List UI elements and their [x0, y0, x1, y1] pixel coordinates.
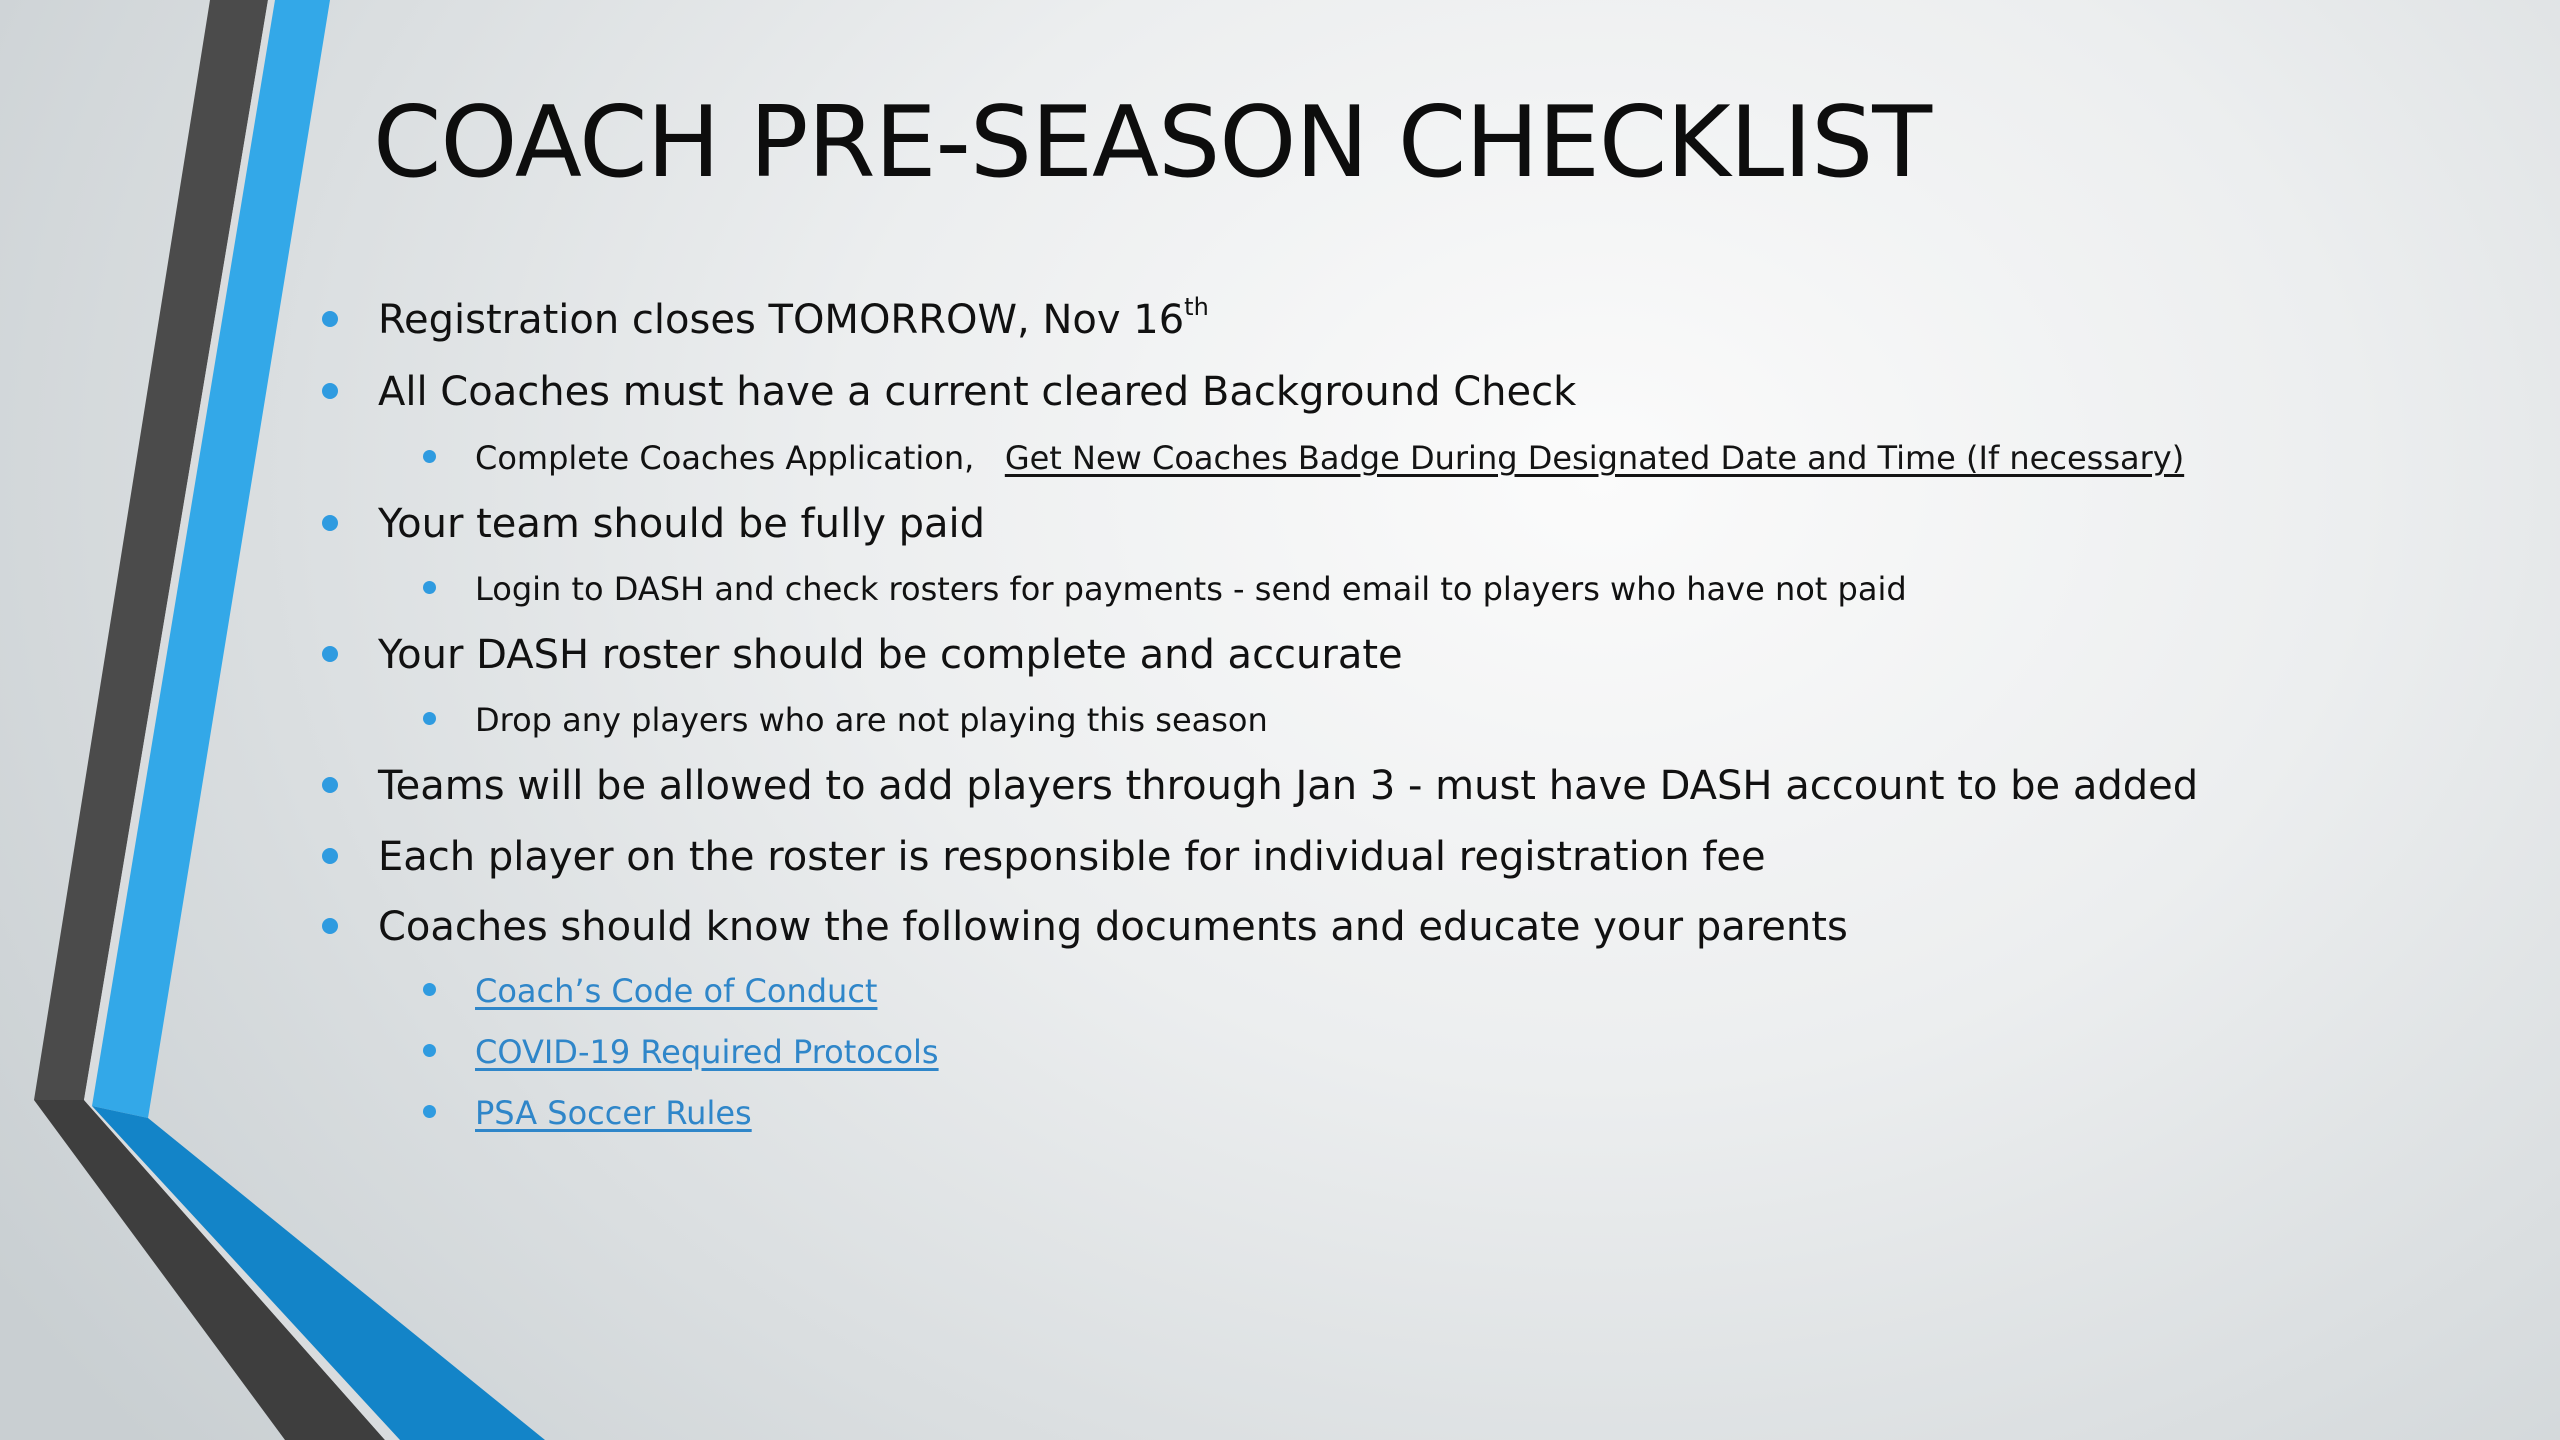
- bullet-dot-icon: [322, 646, 338, 662]
- bullet-dot-icon: [322, 515, 338, 531]
- bullet-registration-fee-text: Each player on the roster is responsible for individual registration fee: [378, 834, 1766, 880]
- bullet-add-players-text: Teams will be allowed to add players through Jan 3 - must have DASH account to be added: [378, 763, 2199, 809]
- bullet-add-players: [378, 756, 2198, 816]
- bullet-dot-icon: [322, 777, 338, 793]
- bullet-registration-text: Registration closes TOMORROW, Nov 16: [378, 297, 1185, 343]
- bullet-dot-icon: [423, 1044, 436, 1057]
- subbullet-coaches-application-text: Complete Coaches Application,: [475, 439, 975, 477]
- subbullet-drop-players: [475, 695, 1268, 745]
- bullet-registration-fee: [378, 827, 1766, 887]
- bullet-documents: [378, 897, 1848, 957]
- subbullet-coaches-application: [475, 433, 2184, 483]
- covid-protocols-link[interactable]: COVID-19 Required Protocols: [475, 1033, 939, 1071]
- bullet-registration-superscript: th: [1184, 293, 1209, 321]
- new-coaches-badge-link[interactable]: Get New Coaches Badge During Designated Date and Time (If necessary): [1004, 439, 2185, 477]
- bullet-dot-icon: [322, 383, 338, 399]
- subbullet-drop-players-text: Drop any players who are not playing this season: [475, 701, 1268, 739]
- subbullet-check-payments: [475, 564, 1907, 614]
- bullet-fully-paid: [378, 494, 985, 554]
- subbullet-covid-protocols: [475, 1027, 939, 1077]
- slide-title: COACH PRE-SEASON CHECKLIST: [373, 86, 1932, 200]
- subbullet-check-payments-text: Login to DASH and check rosters for payments - send email to players who have not paid: [475, 570, 1907, 608]
- bullet-background-check: [378, 362, 1576, 422]
- bullet-dot-icon: [423, 581, 436, 594]
- bullet-dot-icon: [322, 918, 338, 934]
- bullet-dot-icon: [322, 311, 338, 327]
- bullet-dot-icon: [423, 983, 436, 996]
- bullet-dot-icon: [322, 848, 338, 864]
- subbullet-code-of-conduct: [475, 966, 877, 1016]
- bullet-dot-icon: [423, 712, 436, 725]
- code-of-conduct-link[interactable]: Coach’s Code of Conduct: [475, 972, 878, 1010]
- bullet-fully-paid-text: Your team should be fully paid: [378, 501, 985, 547]
- bullet-background-check-text: All Coaches must have a current cleared Background Check: [378, 369, 1577, 415]
- subbullet-soccer-rules: [475, 1088, 752, 1138]
- soccer-rules-link[interactable]: PSA Soccer Rules: [475, 1094, 752, 1132]
- bullet-dot-icon: [423, 450, 436, 463]
- bullet-registration: [378, 290, 1209, 350]
- bullet-roster-complete-text: Your DASH roster should be complete and accurate: [378, 632, 1403, 678]
- bullet-dot-icon: [423, 1105, 436, 1118]
- bullet-documents-text: Coaches should know the following documents and educate your parents: [378, 904, 1848, 950]
- bullet-roster-complete: [378, 625, 1403, 685]
